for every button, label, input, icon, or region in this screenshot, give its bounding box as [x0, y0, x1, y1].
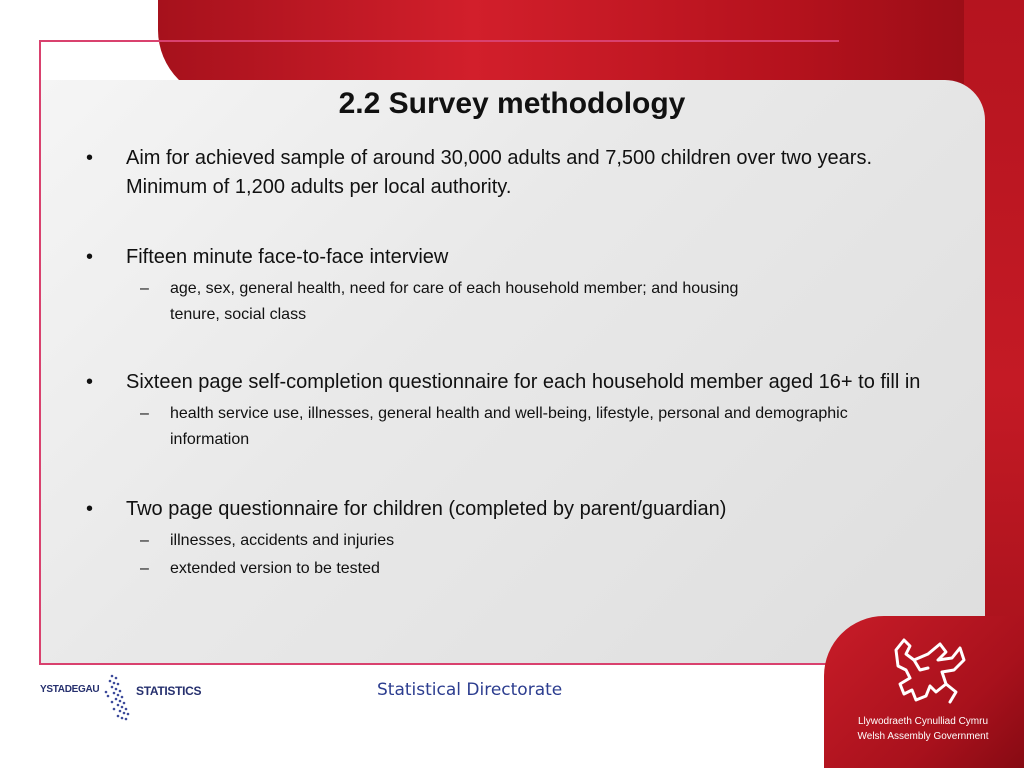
- sub-bullet-mark: –: [140, 405, 149, 422]
- bullet-item: [86, 368, 926, 397]
- bullet-item: [86, 144, 926, 202]
- sub-bullet-text: extended version to be tested: [170, 560, 380, 577]
- bullet-text: Fifteen minute face-to-face interview: [126, 246, 449, 268]
- sub-bullet-text: health service use, illnesses, general health and well-being, lifestyle, personal and demographic information: [170, 405, 848, 448]
- sub-bullet-item: [86, 528, 926, 554]
- welsh-assembly-logo: [848, 630, 998, 760]
- uk-map-icon: [102, 672, 134, 724]
- welsh-dragon-icon: [876, 630, 972, 710]
- bullet-item: [86, 243, 926, 272]
- footer-directorate-label: Statistical Directorate: [377, 680, 563, 700]
- wag-welsh-name: Llywodraeth Cynulliad Cymru: [857, 716, 989, 727]
- stats-logo-english-word: STATISTICS: [136, 684, 202, 698]
- bullet-item: [86, 495, 926, 524]
- wag-english-name: Welsh Assembly Government: [857, 731, 989, 742]
- sub-bullet-mark: –: [140, 280, 149, 297]
- sub-bullet-item: [86, 276, 776, 328]
- bullet-list: [86, 144, 926, 582]
- sub-bullet-item: [86, 556, 926, 582]
- sub-bullet-mark: –: [140, 560, 149, 577]
- sub-bullet-text: age, sex, general health, need for care of each household member; and housing tenure, social class: [170, 280, 739, 323]
- statistics-logo: [40, 672, 210, 724]
- bullet-text: Sixteen page self-completion questionnaire for each household member aged 16+ to fill in: [126, 371, 921, 393]
- bullet-mark: •: [86, 246, 94, 268]
- sub-bullet-item: [86, 401, 926, 453]
- bullet-mark: •: [86, 371, 94, 393]
- slide-title: 2.2 Survey methodology: [338, 87, 686, 120]
- bullet-text: Aim for achieved sample of around 30,000 adults and 7,500 children over two years. Minimum of 1,200 adults per local authority.: [126, 147, 872, 198]
- sub-bullet-mark: –: [140, 532, 149, 549]
- bullet-text: Two page questionnaire for children (completed by parent/guardian): [126, 498, 727, 520]
- stats-logo-welsh-word: YSTADEGAU: [40, 684, 100, 695]
- sub-bullet-text: illnesses, accidents and injuries: [170, 532, 395, 549]
- bullet-mark: •: [86, 498, 94, 520]
- bullet-mark: •: [86, 147, 94, 169]
